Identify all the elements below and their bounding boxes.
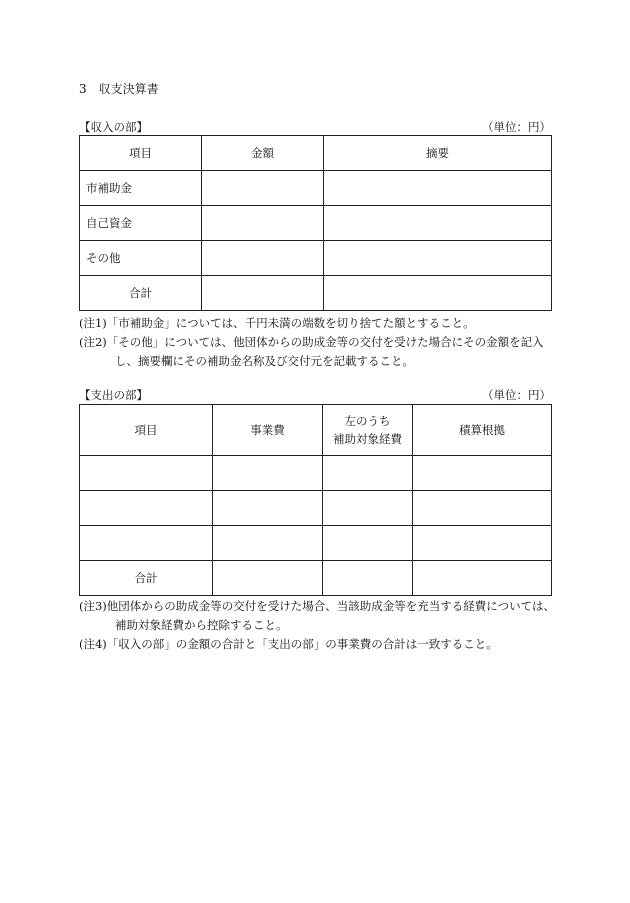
note-3-continuation: 補助対象経費から控除すること。 (115, 618, 288, 632)
note-1-text: 「市補助金」については、千円未満の端数を切り捨てた額とすること。 (106, 316, 475, 330)
expense-unit-label: （単位：円） (482, 388, 551, 402)
note-4-marker: (注4) (79, 637, 107, 651)
income-remarks-field[interactable] (324, 171, 552, 206)
expense-basis-field[interactable] (413, 491, 552, 526)
income-total-row (80, 276, 552, 311)
note-3-marker: (注3) (79, 599, 107, 613)
expense-header-basis: 積算根拠 (413, 405, 552, 456)
income-header-remarks: 摘要 (324, 136, 552, 171)
expense-item-field[interactable] (80, 526, 213, 561)
section-title: 3 収支決算書 (79, 82, 159, 96)
income-remarks-field[interactable] (324, 241, 552, 276)
income-total-amount-field[interactable] (202, 276, 324, 311)
expense-item-field[interactable] (80, 456, 213, 491)
expense-table-label: 【支出の部】 (79, 388, 148, 402)
table-row (80, 171, 552, 206)
expense-header-eligible (323, 405, 413, 456)
expense-eligible-field[interactable] (323, 526, 413, 561)
income-header-amount: 金額 (202, 136, 324, 171)
expense-basis-field[interactable] (413, 456, 552, 491)
income-amount-field[interactable] (202, 171, 324, 206)
income-header-row (80, 136, 552, 171)
expense-total-cost-field[interactable] (213, 561, 323, 596)
expense-cost-field[interactable] (213, 491, 323, 526)
expense-total-eligible-field[interactable] (323, 561, 413, 596)
table-row (80, 241, 552, 276)
expense-eligible-field[interactable] (323, 456, 413, 491)
income-amount-field[interactable] (202, 206, 324, 241)
note-2-continuation: し、摘要欄にその補助金名称及び交付元を記載すること。 (115, 354, 414, 368)
expense-header-row (80, 405, 552, 456)
income-unit-label: （単位：円） (482, 120, 551, 134)
expense-basis-field[interactable] (413, 526, 552, 561)
table-row (80, 206, 552, 241)
note-3-text: 他団体からの助成金等の交付を受けた場合、当該助成金等を充当する経費については、 (106, 599, 556, 613)
table-row (80, 491, 552, 526)
table-row (80, 526, 552, 561)
expense-table (79, 404, 552, 596)
income-row-item: 市補助金 (80, 171, 202, 206)
note-3 (79, 597, 555, 616)
income-total-label: 合計 (80, 276, 202, 311)
table-row (80, 456, 552, 491)
income-amount-field[interactable] (202, 241, 324, 276)
expense-total-basis-field[interactable] (413, 561, 552, 596)
note-2-text: 「その他」については、他団体からの助成金等の交付を受けた場合にその金額を記入 (106, 335, 544, 349)
expense-header-item: 項目 (80, 405, 213, 456)
note-4 (79, 635, 498, 654)
income-row-item: 自己資金 (80, 206, 202, 241)
note-1-marker: (注1) (79, 316, 107, 330)
expense-cost-field[interactable] (213, 526, 323, 561)
note-1 (79, 314, 475, 333)
expense-total-row (80, 561, 552, 596)
expense-header-eligible-line1: 左のうち (344, 413, 391, 428)
expense-total-label: 合計 (80, 561, 213, 596)
expense-header-cost: 事業費 (213, 405, 323, 456)
income-remarks-field[interactable] (324, 206, 552, 241)
expense-header-eligible-line2: 補助対象経費 (333, 432, 402, 446)
income-row-item: その他 (80, 241, 202, 276)
note-2-marker: (注2) (79, 335, 107, 349)
income-table (79, 135, 552, 311)
expense-item-field[interactable] (80, 491, 213, 526)
income-total-remarks-field[interactable] (324, 276, 552, 311)
expense-cost-field[interactable] (213, 456, 323, 491)
income-table-label: 【収入の部】 (79, 120, 148, 134)
expense-eligible-field[interactable] (323, 491, 413, 526)
note-2 (79, 333, 544, 352)
income-header-item: 項目 (80, 136, 202, 171)
note-4-text: 「収入の部」の金額の合計と「支出の部」の事業費の合計は一致すること。 (106, 637, 498, 651)
